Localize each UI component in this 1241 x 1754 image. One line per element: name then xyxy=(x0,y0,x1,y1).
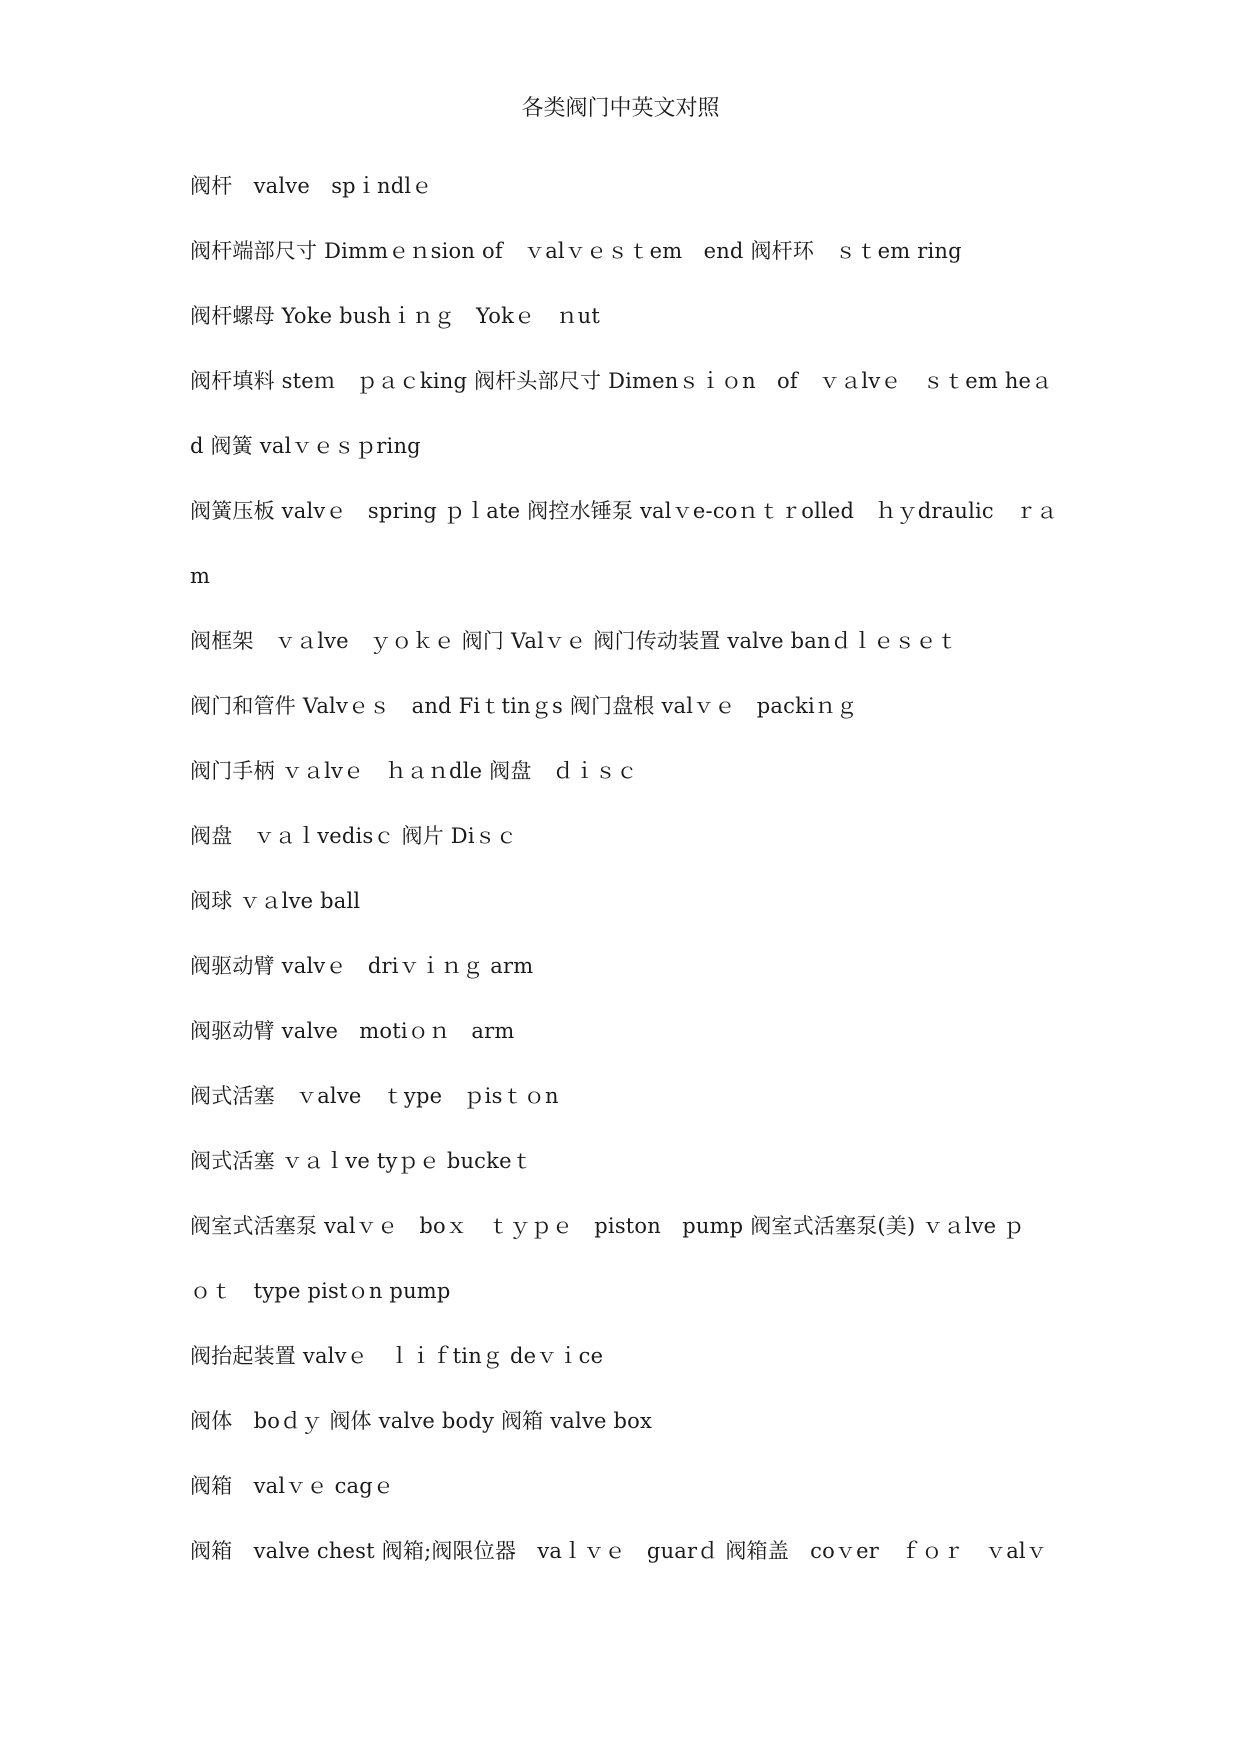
glossary-line: 阀球 ｖａlve ball xyxy=(190,889,361,913)
glossary-line: 阀杆螺母 Yoke bushｉｎｇ Yokｅ ｎut xyxy=(190,304,601,328)
glossary-line: 阀驱动臂 valve motiｏｎ arm xyxy=(190,1019,515,1043)
glossary-line: 阀驱动臂 valvｅ driｖｉｎｇ arm xyxy=(190,954,534,978)
glossary-line: 阀簧压板 valvｅ spring ｐｌate 阀控水锤泵 valｖe-coｎｔｒolled ｈｙdraulic ｒａ xyxy=(190,499,1058,523)
glossary-line: m xyxy=(190,564,211,588)
glossary-line: 阀箱 valｖｅ cagｅ xyxy=(190,1474,395,1498)
document-title: 各类阀门中英文对照 xyxy=(521,96,720,121)
glossary-line: 阀杆端部尺寸 Dimmｅｎsion of ｖalｖｅｓｔem end 阀杆环 ｓｔem ring xyxy=(190,239,962,263)
glossary-lines xyxy=(190,169,1070,1599)
glossary-line: 阀抬起装置 valvｅ ｌｉｆtinｇ deｖｉce xyxy=(190,1344,604,1368)
glossary-line: 阀杆 valve spｉndlｅ xyxy=(190,174,433,198)
glossary-line: 阀体 boｄｙ 阀体 valve body 阀箱 valve box xyxy=(190,1409,653,1433)
glossary-line: 阀框架 ｖａlve ｙｏｋｅ 阀门 Valｖｅ 阀门传动装置 valve banｄｌｅｓｅｔ xyxy=(190,629,958,653)
glossary-line: d 阀簧 valｖｅｓｐring xyxy=(190,434,421,458)
glossary-line: 阀式活塞 ｖａｌve tyｐｅ buckeｔ xyxy=(190,1149,533,1173)
glossary-line: 阀门手柄 ｖａlvｅ ｈａｎdle 阀盘 ｄｉｓｃ xyxy=(190,759,638,783)
glossary-line: 阀杆填料 steｍ ｐａｃking 阀杆头部尺寸 Dimenｓｉｏn of ｖａlvｅ ｓｔem heａ xyxy=(190,369,1053,393)
glossary-line: 阀箱 valve chest 阀箱;阀限位器 vaｌｖｅ guarｄ 阀箱盖 coｖer ｆｏｒ ｖalｖ xyxy=(190,1539,1048,1563)
glossary-line: 阀室式活塞泵 valｖｅ boｘ ｔｙｐｅ piston pump 阀室式活塞泵(美) ｖａlve ｐ xyxy=(190,1214,1025,1238)
glossary-line: 阀门和管件 Valvｅｓ and Fiｔtinｇs 阀门盘根 valｖｅ packiｎｇ xyxy=(190,694,858,718)
glossary-line: 阀盘 ｖａｌvedisｃ 阀片 Diｓｃ xyxy=(190,824,518,848)
glossary-line: ｏｔ type pistｏn pump xyxy=(190,1279,451,1303)
glossary-line: 阀式活塞 ｖalve ｔype ｐisｔｏn xyxy=(190,1084,559,1108)
